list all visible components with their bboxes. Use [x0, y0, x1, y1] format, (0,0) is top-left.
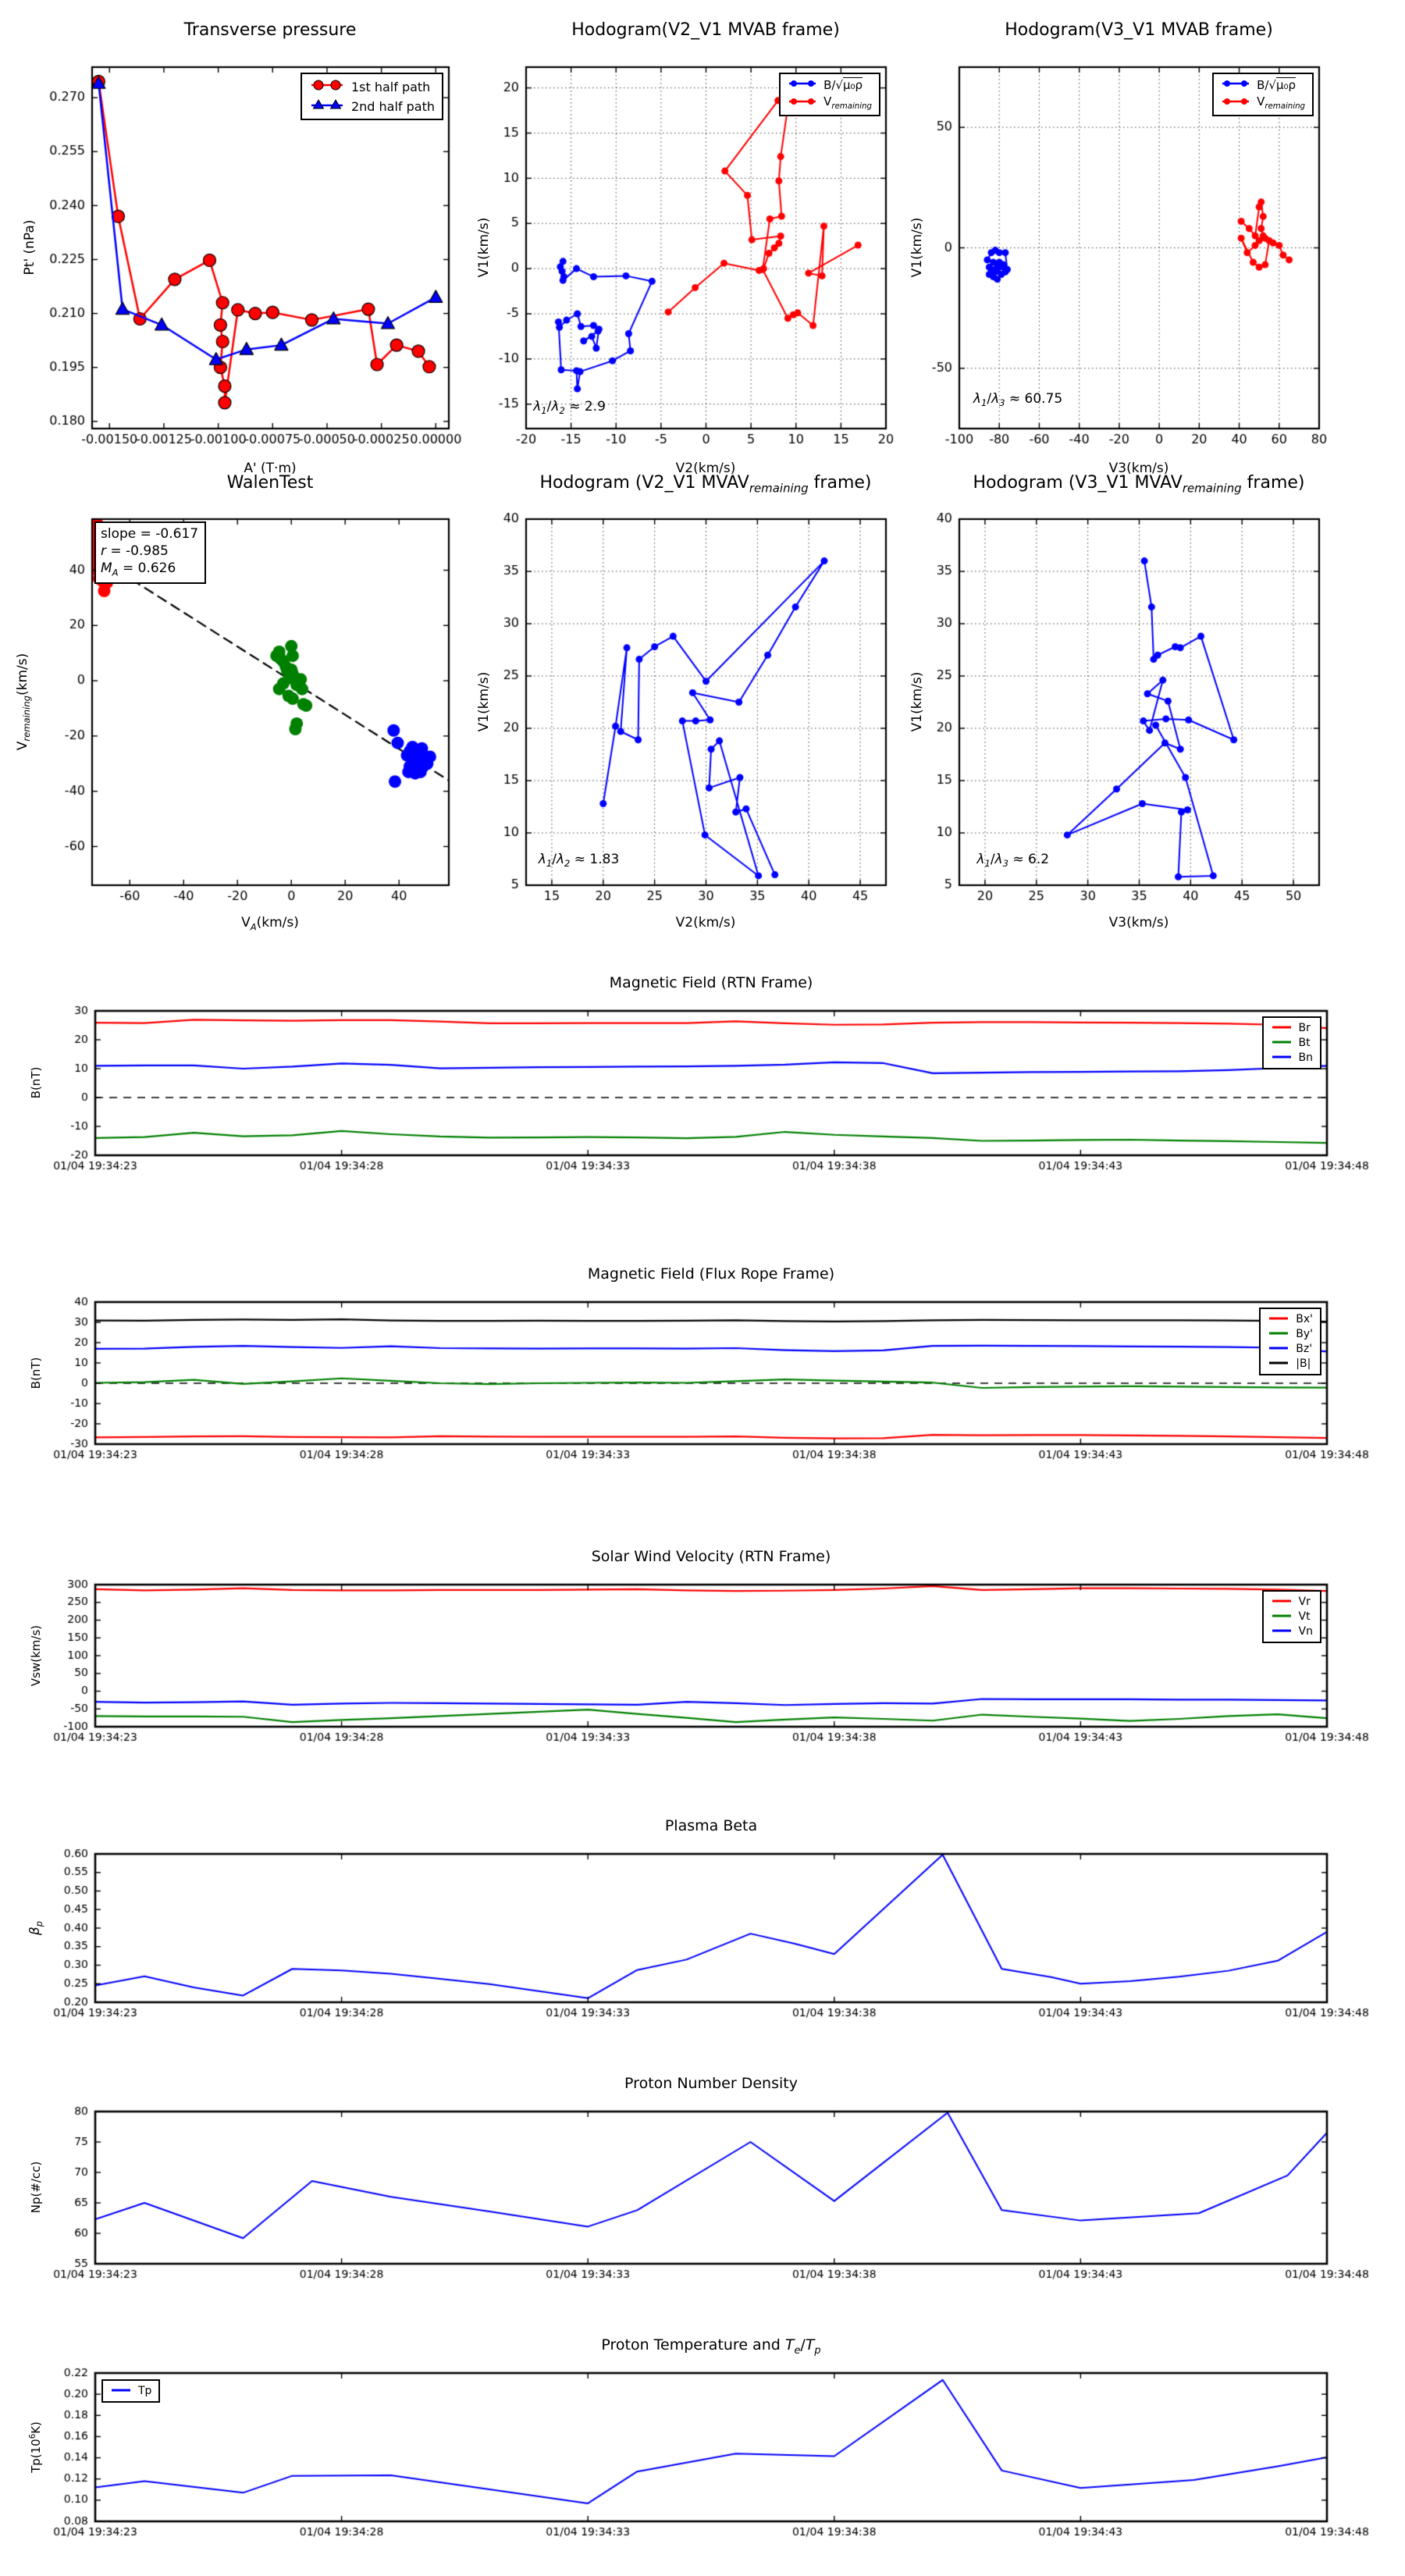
walen-stat-r: r = -0.985: [101, 543, 169, 560]
plot-title-solar-wind-velocity: Solar Wind Velocity (RTN Frame): [591, 1548, 831, 1565]
legend-swatch-line-icon: [1268, 1357, 1289, 1370]
plot-title-transverse-pressure: Transverse pressure: [183, 20, 357, 40]
legend-label: B/√μ₀ρ: [1257, 78, 1297, 92]
legend-label: Vn: [1298, 1625, 1313, 1638]
legend-label: 1st half path: [350, 79, 431, 94]
y-axis-label-vsw: Vsw(km/s): [29, 1624, 43, 1687]
legend-entry: [1268, 1328, 1313, 1340]
legend-label: Bz': [1296, 1343, 1313, 1355]
legend-entry: [788, 78, 872, 92]
y-axis-label-beta: $\beta_p$: [27, 1920, 45, 1936]
lambda-ratio-annotation-mvab-12: $\lambda_1/\lambda_2 \approx 2.9$: [533, 399, 606, 417]
legend-swatch-linetriangles-icon: [309, 98, 345, 115]
legend-swatch-line-icon: [1271, 1596, 1293, 1608]
legend-swatch-line-icon: [1268, 1343, 1289, 1355]
legend-swatch-linecircles-icon: [309, 78, 345, 95]
y-axis-label-b-fr: B(nT): [29, 1357, 43, 1389]
legend-label: B/√μ₀ρ: [823, 78, 863, 92]
legend-label: 2nd half path: [350, 98, 435, 114]
plot-title-walen-test: WalenTest: [226, 473, 314, 493]
legend-label: By': [1296, 1328, 1313, 1340]
x-axis-label-a-prime: A' (T·m): [244, 461, 297, 476]
y-axis-label-v1-d: V1(km/s): [909, 671, 925, 732]
legend-entry: [1221, 78, 1305, 92]
legend-entry: [1268, 1313, 1313, 1325]
lambda-ratio-annotation-mvav-13: $\lambda_1/\lambda_3 \approx 6.2$: [976, 851, 1050, 870]
y-axis-label-v1-c: V1(km/s): [476, 671, 492, 732]
x-axis-label-v3: V3(km/s): [1108, 461, 1169, 476]
legend-entry: [1268, 1357, 1313, 1370]
legend-swatch-linedots-icon: [1221, 96, 1250, 110]
x-axis-label-va: $V_A(km/s)$: [241, 915, 299, 933]
walen-stats-box: [94, 521, 206, 584]
y-axis-label-vremaining: $V_{remaining}(km/s)$: [14, 653, 33, 751]
legend-label: Vt: [1298, 1610, 1311, 1623]
legend-label: Bx': [1296, 1313, 1313, 1325]
x-axis-label-v2: V2(km/s): [675, 461, 736, 476]
legend-entry: [309, 78, 435, 95]
legend-solar-wind-velocity: [1262, 1590, 1321, 1643]
legend-entry: [788, 94, 872, 111]
plot-title-plasma-beta: Plasma Beta: [664, 1817, 758, 1834]
plot-title-mag-field-flux-rope: Magnetic Field (Flux Rope Frame): [587, 1265, 835, 1283]
legend-label: Br: [1298, 1022, 1311, 1034]
legend-swatch-line-icon: [1268, 1328, 1289, 1340]
legend-swatch-line-icon: [1271, 1625, 1293, 1638]
y-axis-label-np: Np(#/cc): [29, 2161, 43, 2214]
legend-hodogram-v3v1-mvab: [1212, 73, 1314, 116]
legend-label: Tp: [138, 2385, 152, 2397]
legend-label: $V_{remaining}$: [823, 94, 872, 111]
x-axis-label-v2-mvav: V2(km/s): [675, 915, 736, 930]
y-axis-label-v1-a: V1(km/s): [476, 217, 492, 278]
plot-title-proton-temperature: Proton Temperature and $T_e/T_p$: [601, 2336, 821, 2357]
legend-label: Vr: [1298, 1596, 1311, 1608]
legend-swatch-line-icon: [110, 2385, 132, 2397]
lambda-ratio-annotation-mvav-12: $\lambda_1/\lambda_2 \approx 1.83$: [538, 851, 620, 870]
y-axis-label-tp: $Tp(10^6K)$: [29, 2421, 43, 2473]
legend-swatch-line-icon: [1271, 1051, 1293, 1064]
legend-transverse-pressure: [301, 73, 443, 120]
legend-swatch-linedots-icon: [788, 78, 817, 92]
legend-swatch-line-icon: [1268, 1313, 1289, 1325]
plot-title-hodogram-v2v1-mvav: Hodogram (V2_V1 $MVAV_{remaining}$ frame): [539, 473, 872, 496]
legend-swatch-line-icon: [1271, 1037, 1293, 1049]
legend-label: Bn: [1298, 1051, 1313, 1064]
legend-swatch-line-icon: [1271, 1610, 1293, 1623]
y-axis-label-b-rtn: B(nT): [29, 1066, 43, 1099]
plot-title-hodogram-v3v1-mvav: Hodogram (V3_V1 $MVAV_{remaining}$ frame): [973, 473, 1305, 496]
plot-title-mag-field-rtn: Magnetic Field (RTN Frame): [609, 974, 813, 991]
walen-stat-slope: slope = -0.617: [101, 526, 199, 542]
lambda-ratio-annotation-mvab-13: $\lambda_1/\lambda_3 \approx 60.75$: [973, 390, 1063, 409]
plot-title-hodogram-v3v1-mvab: Hodogram(V3_V1 MVAB frame): [1005, 20, 1273, 40]
legend-entry: [110, 2385, 151, 2397]
legend-entry: [1271, 1610, 1313, 1623]
legend-entry: [1271, 1596, 1313, 1608]
legend-swatch-line-icon: [1271, 1022, 1293, 1034]
legend-mag-field-rtn: [1262, 1016, 1321, 1069]
legend-swatch-linedots-icon: [788, 96, 817, 110]
x-axis-label-v3-mvav: V3(km/s): [1108, 915, 1169, 930]
legend-entry: [1221, 94, 1305, 111]
legend-label: |B|: [1296, 1357, 1311, 1370]
y-axis-label-pt: Pt' (nPa): [22, 219, 37, 276]
legend-entry: [1271, 1625, 1313, 1638]
legend-label: Bt: [1298, 1037, 1311, 1049]
legend-entry: [1268, 1343, 1313, 1355]
y-axis-label-v1-b: V1(km/s): [909, 217, 925, 278]
legend-label: $V_{remaining}$: [1257, 94, 1305, 111]
legend-mag-field-flux-rope: [1259, 1308, 1321, 1375]
legend-entry: [1271, 1051, 1313, 1064]
legend-proton-temperature: [101, 2379, 160, 2403]
legend-entry: [309, 98, 435, 115]
legend-entry: [1271, 1022, 1313, 1034]
plot-title-proton-number-density: Proton Number Density: [624, 2075, 798, 2092]
plot-title-hodogram-v2v1-mvab: Hodogram(V2_V1 MVAB frame): [571, 20, 840, 40]
legend-entry: [1271, 1037, 1313, 1049]
legend-hodogram-v2v1-mvab: [779, 73, 880, 116]
legend-swatch-linedots-icon: [1221, 78, 1250, 92]
walen-stat-ma: $M_A = 0.626$: [101, 560, 176, 578]
